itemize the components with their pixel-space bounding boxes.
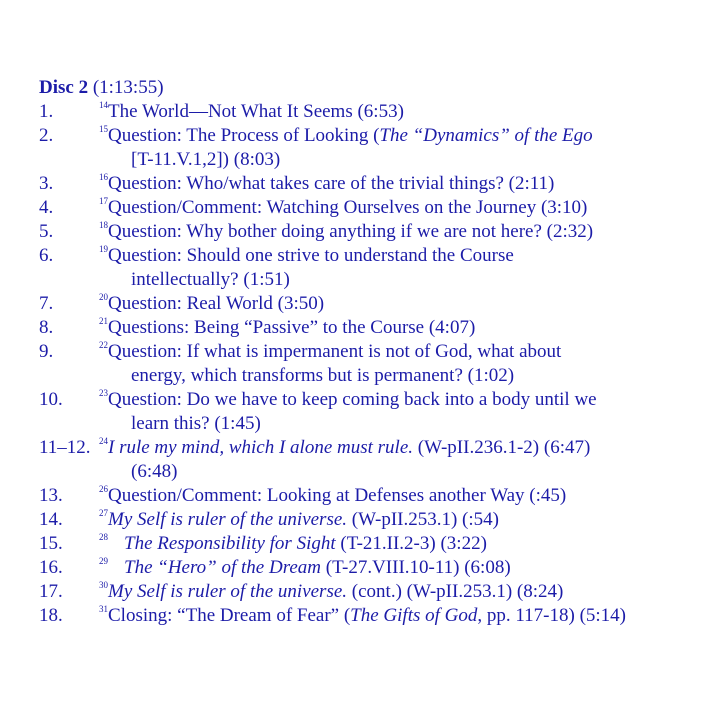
track-text (99, 340, 720, 388)
track-title-italic: The “Hero” of the Dream (124, 557, 322, 578)
footnote-marker: 24 (99, 435, 108, 446)
track-line (99, 172, 720, 196)
track-row (39, 388, 709, 436)
track-text (99, 484, 720, 508)
track-title: Question: If what is impermanent is not of God, what about (108, 341, 562, 362)
track-line (99, 484, 720, 508)
track-row (39, 220, 709, 244)
track-line (99, 316, 720, 340)
track-number: 7. (39, 293, 54, 314)
track-row (39, 580, 709, 604)
track-title-italic: My Self is ruler of the universe. (108, 509, 348, 530)
disc-heading (39, 76, 709, 100)
track-line (99, 580, 720, 604)
track-line (99, 604, 720, 628)
track-line (99, 292, 720, 316)
track-number: 4. (39, 197, 54, 218)
track-row (39, 100, 709, 124)
tracks (39, 100, 709, 628)
track-number: 17. (39, 581, 63, 602)
track-row (39, 244, 709, 292)
track-title-italic: The “Dynamics” of the Ego (379, 125, 593, 146)
footnote-marker: 17 (99, 195, 108, 206)
track-number: 2. (39, 125, 54, 146)
track-text (99, 172, 720, 196)
footnote-marker: 20 (99, 291, 108, 302)
track-row (39, 436, 709, 484)
track-text (99, 604, 720, 628)
track-line (99, 436, 720, 460)
track-text (99, 316, 720, 340)
track-title: Questions: Being “Passive” to the Course (4:07) (108, 317, 476, 338)
track-text (99, 196, 720, 220)
track-text (99, 220, 720, 244)
footnote-marker: 18 (99, 219, 108, 230)
track-continuation: learn this? (1:45) (131, 413, 261, 434)
track-row (39, 292, 709, 316)
track-continuation: energy, which transforms but is permanent? (1:02) (131, 365, 515, 386)
track-line (99, 100, 720, 124)
track-text (99, 532, 720, 556)
track-title-suffix: , pp. 117-18) (5:14) (477, 605, 627, 626)
track-title-italic: I rule my mind, which I alone must rule. (108, 437, 414, 458)
track-title-italic: The Gifts of God (350, 605, 478, 626)
track-number: 11–12. (39, 437, 91, 458)
track-line (99, 196, 720, 220)
track-number: 14. (39, 509, 63, 530)
footnote-marker: 30 (99, 579, 108, 590)
footnote-marker: 23 (99, 387, 108, 398)
track-number: 18. (39, 605, 63, 626)
track-text (99, 388, 720, 436)
track-continuation: intellectually? (1:51) (131, 269, 290, 290)
track-row (39, 604, 709, 628)
track-row (39, 484, 709, 508)
track-number: 8. (39, 317, 54, 338)
footnote-marker: 21 (99, 315, 108, 326)
track-continuation: (6:48) (131, 461, 178, 482)
track-row (39, 340, 709, 388)
track-row (39, 508, 709, 532)
track-line (99, 508, 720, 532)
track-title-suffix: (T-27.VIII.10-11) (6:08) (321, 557, 511, 578)
track-continuation: [T-11.V.1,2]) (8:03) (131, 149, 281, 170)
track-line (99, 532, 720, 556)
footnote-marker: 16 (99, 171, 108, 182)
track-row (39, 556, 709, 580)
track-title: Question: Do we have to keep coming back into a body until we (108, 389, 597, 410)
track-title: Question/Comment: Looking at Defenses another Way (:45) (108, 485, 567, 506)
track-title: The World—Not What It Seems (6:53) (108, 101, 404, 122)
track-title-suffix: (cont.) (W-pII.253.1) (8:24) (347, 581, 564, 602)
footnote-marker: 29 (99, 555, 108, 566)
track-row (39, 532, 709, 556)
track-text (99, 124, 720, 172)
track-number: 9. (39, 341, 54, 362)
track-title-suffix: (W-pII.253.1) (:54) (347, 509, 499, 530)
track-line (99, 124, 720, 148)
track-row (39, 316, 709, 340)
track-title: Question: Real World (3:50) (108, 293, 325, 314)
footnote-marker: 15 (99, 123, 108, 134)
track-text (99, 292, 720, 316)
track-title-prefix: Question: The Process of Looking ( (108, 125, 380, 146)
disc-duration: (1:13:55) (92, 77, 164, 98)
footnote-marker: 27 (99, 507, 108, 518)
track-line (99, 556, 720, 580)
track-row (39, 196, 709, 220)
track-row (39, 124, 709, 172)
track-title-suffix: (T-21.II.2-3) (3:22) (335, 533, 487, 554)
footnote-marker: 31 (99, 603, 108, 614)
track-title: Question: Why bother doing anything if we are not here? (2:32) (108, 221, 594, 242)
track-number: 5. (39, 221, 54, 242)
track-text (99, 508, 720, 532)
track-title: Question: Should one strive to understand the Course (108, 245, 514, 266)
track-line (99, 244, 720, 268)
track-line (99, 388, 720, 412)
track-row (39, 172, 709, 196)
track-text (99, 556, 720, 580)
track-number: 13. (39, 485, 63, 506)
track-number: 3. (39, 173, 54, 194)
track-title: Question/Comment: Watching Ourselves on the Journey (3:10) (108, 197, 588, 218)
track-number: 6. (39, 245, 54, 266)
track-title-italic: My Self is ruler of the universe. (108, 581, 348, 602)
track-line (99, 220, 720, 244)
track-line (99, 340, 720, 364)
footnote-marker: 14 (99, 99, 108, 110)
disc-title: Disc 2 (39, 77, 89, 98)
track-number: 16. (39, 557, 63, 578)
footnote-marker: 26 (99, 483, 108, 494)
track-title-prefix: Closing: “The Dream of Fear” ( (108, 605, 351, 626)
track-number: 15. (39, 533, 63, 554)
track-title: Question: Who/what takes care of the trivial things? (2:11) (108, 173, 555, 194)
track-number: 10. (39, 389, 63, 410)
footnote-marker: 22 (99, 339, 108, 350)
track-text (99, 100, 720, 124)
track-title-suffix: (W-pII.236.1-2) (6:47) (413, 437, 591, 458)
track-text (99, 580, 720, 604)
footnote-marker: 28 (99, 531, 108, 542)
footnote-marker: 19 (99, 243, 108, 254)
track-text (99, 436, 720, 484)
track-list (39, 76, 709, 628)
track-title-italic: The Responsibility for Sight (124, 533, 336, 554)
track-text (99, 244, 720, 292)
track-number: 1. (39, 101, 54, 122)
